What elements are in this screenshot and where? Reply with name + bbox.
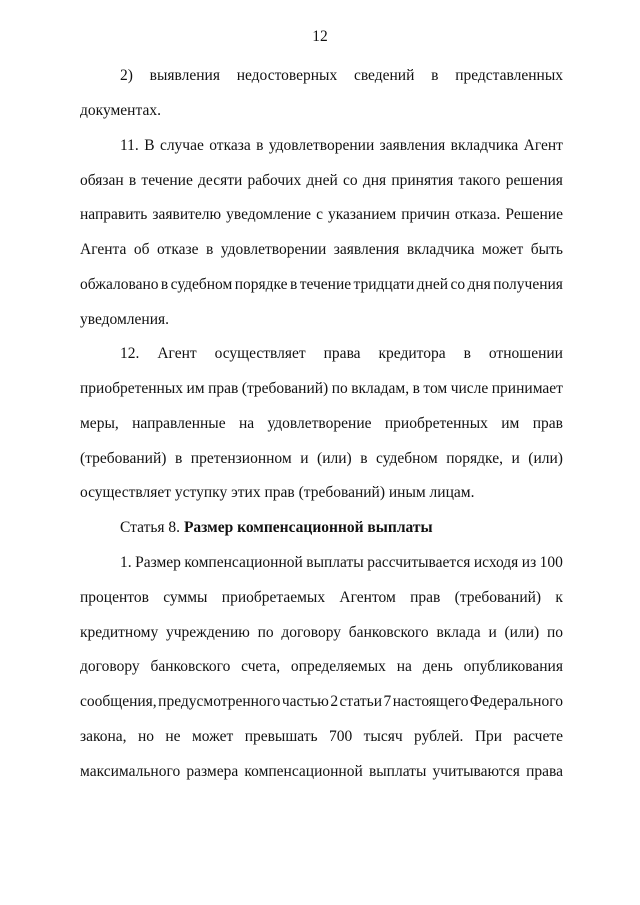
word: в [431,67,439,84]
word: Размер [135,554,181,571]
word: числе [450,380,489,397]
text-line [80,657,563,677]
word: определяемых [290,658,386,675]
text-line [80,762,563,782]
word: вкладам, [351,380,410,397]
text-line [120,136,563,156]
word: и [511,450,520,467]
word: 2) [120,67,133,84]
word: в [206,241,214,258]
word: Решение [505,206,563,223]
word: статьи [339,693,383,710]
word: 11. [120,137,139,154]
text-line [120,66,563,86]
word: по [546,624,563,641]
word: прав [208,380,239,397]
word: со [450,276,466,293]
word: закона, [80,728,127,745]
word: отношении [488,345,563,362]
word: меры, [80,415,119,432]
word: компенсационной [184,554,303,571]
word: удовлетворении [220,241,327,258]
text-line [80,449,563,469]
word: 2 [330,693,339,710]
word: сведений [353,67,415,84]
word: по [331,380,348,397]
word: прав [410,589,441,606]
word: прав [532,415,563,432]
word: (требований) [80,450,167,467]
word: 1. [120,554,132,571]
word: дней [306,172,338,189]
word: приобретаемых [221,589,326,606]
word: к [555,589,563,606]
word: обжаловано [80,276,159,293]
word: В [144,137,155,154]
word: компенсационной [244,763,363,780]
word: и [300,450,309,467]
word: Агентом [339,589,396,606]
word: недостоверных [236,67,338,84]
word: При [474,728,503,745]
word: десяти [198,172,243,189]
word: судебном [376,450,438,467]
word: настоящего [392,693,469,710]
word: выявления [149,67,220,84]
word: направить [80,206,148,223]
word: дня [467,276,491,293]
word: 700 [329,728,353,745]
word: в [412,380,420,397]
word: претензионном [190,450,292,467]
word: процентов [80,589,149,606]
word: Агент [157,345,197,362]
text-line [80,379,563,399]
text-line: уведомления. [80,311,170,328]
text-line [120,344,563,364]
word: им [501,415,520,432]
word: заявителю [152,206,222,223]
word: получения [493,276,563,293]
word: договору [80,658,140,675]
word: заявления [379,137,446,154]
word: счета, [241,658,281,675]
word: порядке, [446,450,503,467]
word: может [191,728,234,745]
word: рабочих [247,172,302,189]
word: кредитора [378,345,446,362]
word: вкладчика [450,137,519,154]
word: сообщения, [80,693,157,710]
word: учреждению [166,624,250,641]
text-line [80,240,563,260]
word: опубликования [463,658,563,675]
word: права [526,763,563,780]
word: Агента [80,241,127,258]
word: рублей. [414,728,464,745]
word: в [289,276,298,293]
word: с [316,206,323,223]
word: день [422,658,453,675]
text-line [80,588,563,608]
word: 100 [539,554,563,571]
text-line [80,414,563,434]
word: договору [281,624,342,641]
word: осуществляет [214,345,306,362]
word: заявления [333,241,400,258]
word: на [238,415,255,432]
text-line [80,275,563,295]
page-number: 12 [312,28,328,45]
word: рассчитывается [367,554,471,571]
word: (или) [528,450,563,467]
word: частью [281,693,329,710]
text-line [80,692,563,712]
text-line [80,205,563,225]
word: указанием [327,206,397,223]
word: по [257,624,274,641]
word: может [481,241,524,258]
text-line [120,553,563,573]
word: (или) [317,450,352,467]
word: в [160,276,169,293]
word: порядке [234,276,288,293]
word: течение [299,276,352,293]
word: на [396,658,412,675]
word: выплаты [306,554,364,571]
article-title: Размер компенсационной выплаты [183,519,433,536]
word: в [128,172,137,189]
word: кредитному [80,624,159,641]
word: расчете [513,728,563,745]
article-prefix: Статья 8. [120,519,184,536]
word: случае [159,137,204,154]
word: течение [141,172,193,189]
word: представленных [455,67,563,84]
word: вклада [436,624,481,641]
word: суммы [163,589,208,606]
word: об [133,241,150,258]
word: обязан [80,172,124,189]
word: такого [458,172,501,189]
word: но [137,728,154,745]
word: учитываются [432,763,520,780]
word: исходя [473,554,519,571]
word: решения [505,172,563,189]
word: удовлетворении [268,137,375,154]
text-line [80,623,563,643]
word: Федерального [469,693,563,710]
word: принятия [391,172,454,189]
word: судебном [170,276,233,293]
word: отказа. [455,206,501,223]
word: дня [362,172,387,189]
word: отказе [157,241,199,258]
word: максимального [80,763,181,780]
word: превышать [244,728,318,745]
word: банковского [348,624,429,641]
word: размера [186,763,239,780]
word: уведомление [226,206,312,223]
word: выплаты [368,763,427,780]
word: тысяч [363,728,403,745]
word: удовлетворение [267,415,372,432]
word: банковского [150,658,231,675]
word: 12. [120,345,140,362]
text-line [80,727,563,747]
word: приобретенных [384,415,488,432]
word: в [360,450,368,467]
word: права [323,345,361,362]
word: вкладчика [406,241,475,258]
word: предусмотренного [158,693,281,710]
word: дней [416,276,449,293]
word: Агент [523,137,563,154]
word: со [342,172,358,189]
text-line: документах. [80,102,161,119]
word: том [423,380,448,397]
text-line [80,171,563,191]
word: в [174,450,183,467]
word: в [256,137,264,154]
word: им [186,380,205,397]
word: принимает [491,380,563,397]
word: приобретенных [80,380,184,397]
text-line: осуществляет уступку этих прав (требований) иным лицам. [80,484,475,501]
word: и [488,624,497,641]
word: не [165,728,181,745]
word: (или) [504,624,540,641]
word: (требований) [241,380,329,397]
word: причин [401,206,450,223]
word: (требований) [454,589,542,606]
article-heading [120,518,563,538]
word: направленные [132,415,226,432]
word: 7 [383,693,392,710]
word: отказа [209,137,251,154]
word: быть [530,241,563,258]
word: в [463,345,471,362]
word: тридцати [353,276,415,293]
word: из [521,554,537,571]
